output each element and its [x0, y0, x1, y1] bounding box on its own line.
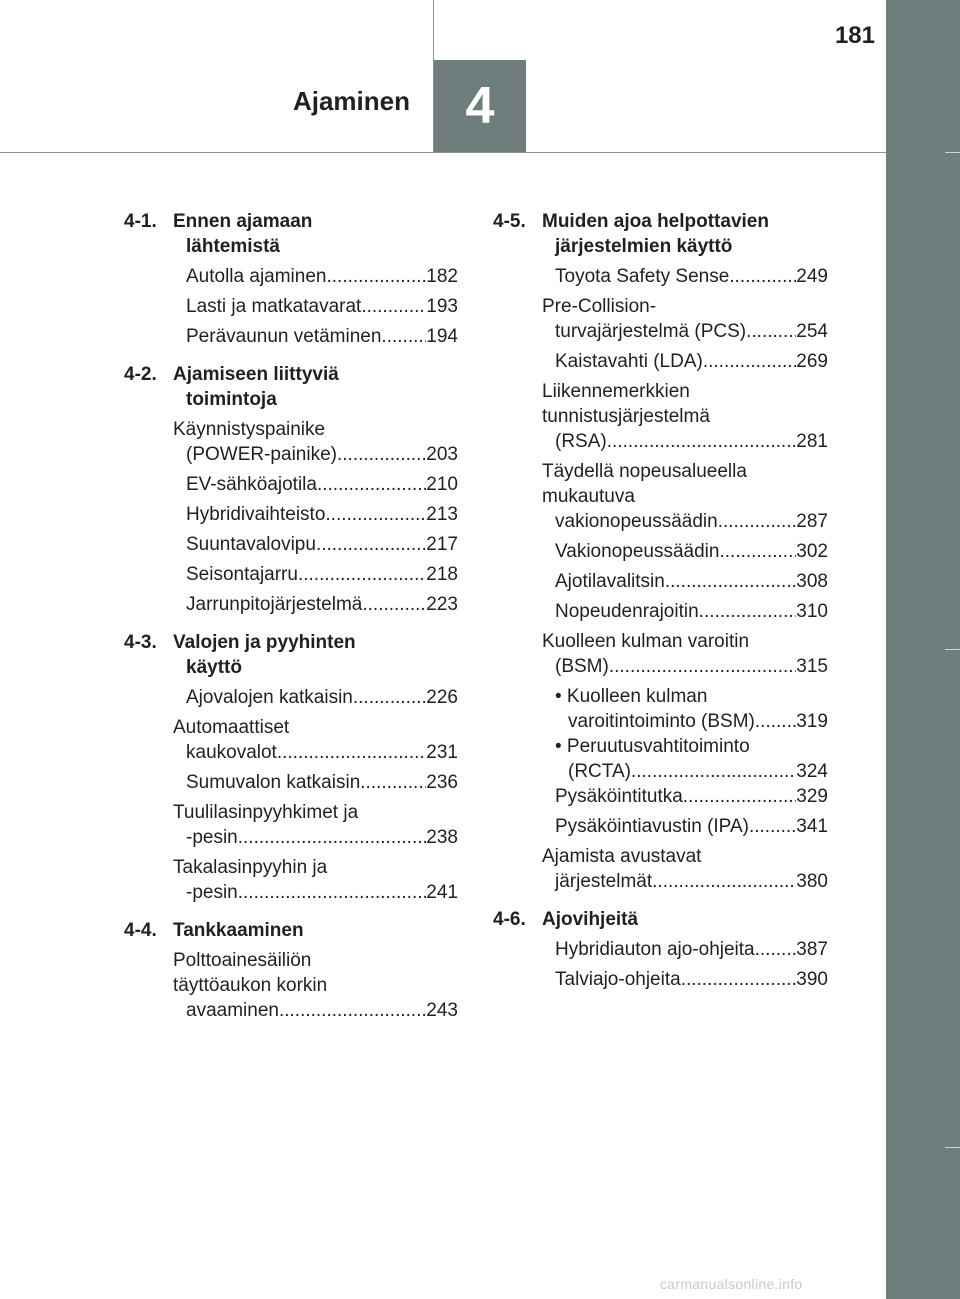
section-number: 4-2. — [124, 364, 157, 385]
section-title — [173, 209, 458, 259]
page-ref: 341 — [796, 816, 828, 837]
dot-leader — [749, 814, 796, 839]
entry-text: (POWER-painike) — [186, 444, 337, 465]
toc-entry[interactable] — [124, 685, 458, 715]
toc-entry[interactable] — [493, 539, 828, 569]
entry-text: (RSA) — [555, 431, 607, 452]
section-number: 4-3. — [124, 632, 157, 653]
dot-leader — [326, 264, 426, 289]
entry-text: Perävaunun vetäminen — [186, 326, 382, 347]
page-ref: 319 — [796, 711, 828, 732]
toc-section — [124, 918, 458, 948]
section-title-line: Ennen ajamaan — [173, 211, 313, 232]
entry-text-line: tunnistusjärjestelmä — [542, 406, 710, 427]
section-title-line: lähtemistä — [186, 236, 280, 257]
entry-text: Ajotilavalitsin — [555, 571, 665, 592]
entry-text: Seisontajarru — [186, 564, 298, 585]
page-ref: 231 — [426, 742, 458, 763]
entry-last-line — [555, 759, 828, 784]
toc-entry[interactable] — [493, 734, 828, 784]
dot-leader — [362, 592, 426, 617]
entry-last-line — [173, 880, 458, 905]
page-ref: 329 — [796, 786, 828, 807]
entry-text-line: mukautuva — [542, 486, 635, 507]
entry-last-line — [542, 349, 828, 374]
section-title-line: järjestelmien käyttö — [555, 236, 733, 257]
entry-text: -pesin — [186, 827, 238, 848]
page-ref: 254 — [796, 321, 828, 342]
page-ref: 210 — [426, 474, 458, 495]
entry-text: Vakionopeussäädin — [555, 541, 720, 562]
section-title-line: Valojen ja pyyhinten — [173, 632, 356, 653]
entry-text: Suuntavalovipu — [186, 534, 316, 555]
entry-last-line — [542, 539, 828, 564]
toc-entry[interactable] — [493, 349, 828, 379]
dot-leader — [317, 472, 426, 497]
page-ref: 249 — [796, 266, 828, 287]
toc-entry[interactable] — [493, 937, 828, 967]
entry-text: Talviajo-ohjeita — [555, 969, 681, 990]
section-title-line: Ajamiseen liittyviä — [173, 364, 339, 385]
entry-last-line — [542, 814, 828, 839]
toc-entry[interactable] — [493, 459, 828, 539]
page-ref: 203 — [426, 444, 458, 465]
toc-entry[interactable] — [124, 592, 458, 622]
dot-leader — [238, 825, 427, 850]
toc-entry[interactable] — [124, 294, 458, 324]
page-ref: 281 — [796, 431, 828, 452]
sidebar-tick — [945, 1147, 960, 1148]
dot-leader — [381, 324, 426, 349]
entry-text-line: Käynnistyspainike — [173, 419, 326, 440]
entry-text: varoitintoiminto (BSM) — [568, 711, 755, 732]
page-ref: 390 — [796, 969, 828, 990]
dot-leader — [703, 349, 796, 374]
entry-text: kaukovalot — [186, 742, 277, 763]
entry-last-line — [173, 324, 458, 349]
entry-text: turvajärjestelmä (PCS) — [555, 321, 747, 342]
entry-last-line — [542, 784, 828, 809]
dot-leader — [298, 562, 426, 587]
page-ref: 310 — [796, 601, 828, 622]
page-ref: 182 — [426, 266, 458, 287]
entry-text: Lasti ja matkatavarat — [186, 296, 362, 317]
dot-leader — [729, 264, 796, 289]
entry-last-line — [173, 825, 458, 850]
page-ref: 223 — [426, 594, 458, 615]
toc-section — [124, 362, 458, 417]
dot-leader — [631, 759, 796, 784]
dot-leader — [337, 442, 426, 467]
dot-leader — [681, 967, 797, 992]
entry-last-line — [542, 264, 828, 289]
entry-last-line — [542, 509, 828, 534]
toc-entry[interactable] — [124, 532, 458, 562]
header-divider-horizontal — [0, 152, 886, 153]
dot-leader — [361, 294, 426, 319]
toc-entry[interactable] — [493, 814, 828, 844]
page-number: 181 — [834, 22, 875, 49]
entry-last-line — [173, 562, 458, 587]
entry-text-line: täyttöaukon korkin — [173, 975, 328, 996]
toc-entry[interactable] — [124, 417, 458, 472]
entry-text: Kaistavahti (LDA) — [555, 351, 703, 372]
page-ref: 218 — [426, 564, 458, 585]
entry-text-line: Täydellä nopeusalueella — [542, 461, 747, 482]
entry-last-line — [542, 429, 828, 454]
page-ref: 287 — [796, 511, 828, 532]
page-ref: 302 — [796, 541, 828, 562]
dot-leader — [360, 770, 426, 795]
chapter-number: 4 — [465, 77, 495, 135]
entry-last-line — [542, 654, 828, 679]
toc-entry[interactable] — [124, 855, 458, 910]
sidebar-tick — [945, 649, 960, 650]
entry-text-line: • Peruutusvahtitoiminto — [555, 736, 750, 757]
toc-entry[interactable] — [493, 784, 828, 814]
entry-text: Hybridivaihteisto — [186, 504, 326, 525]
chapter-title: Ajaminen — [292, 86, 410, 116]
toc-entry[interactable] — [124, 715, 458, 770]
dot-leader — [665, 569, 796, 594]
toc-entry[interactable] — [124, 472, 458, 502]
entry-last-line — [173, 442, 458, 467]
dot-leader — [699, 599, 797, 624]
entry-last-line — [542, 967, 828, 992]
section-title — [173, 630, 458, 680]
section-number: 4-6. — [493, 909, 526, 930]
toc-left-column — [124, 209, 458, 1028]
entry-text-line: Kuolleen kulman varoitin — [542, 631, 750, 652]
entry-last-line — [542, 569, 828, 594]
entry-text: EV-sähköajotila — [186, 474, 317, 495]
toc-entry[interactable] — [124, 800, 458, 855]
page-ref: 238 — [426, 827, 458, 848]
entry-last-line — [173, 502, 458, 527]
entry-last-line — [555, 709, 828, 734]
toc-entry[interactable] — [493, 294, 828, 349]
entry-last-line — [173, 532, 458, 557]
section-title — [542, 209, 828, 259]
section-title — [542, 907, 828, 932]
page-ref: 236 — [426, 772, 458, 793]
toc-entry[interactable] — [493, 599, 828, 629]
entry-text: Sumuvalon katkaisin — [186, 772, 361, 793]
toc-section — [493, 209, 828, 264]
section-title-line: toimintoja — [186, 389, 277, 410]
page-ref: 241 — [426, 882, 458, 903]
page-ref: 308 — [796, 571, 828, 592]
entry-last-line — [542, 869, 828, 894]
section-number: 4-5. — [493, 211, 526, 232]
page-ref: 315 — [796, 656, 828, 677]
entry-text-line: Ajamista avustavat — [542, 846, 702, 867]
entry-text: Nopeudenrajoitin — [555, 601, 699, 622]
page-ref: 193 — [426, 296, 458, 317]
entry-text-line: Takalasinpyyhin ja — [173, 857, 328, 878]
toc-entry[interactable] — [493, 967, 828, 997]
dot-leader — [746, 319, 796, 344]
entry-text: Jarrunpitojärjestelmä — [186, 594, 363, 615]
dot-leader — [755, 937, 797, 962]
dot-leader — [607, 429, 797, 454]
entry-last-line — [173, 264, 458, 289]
dot-leader — [719, 539, 796, 564]
toc-entry[interactable] — [493, 629, 828, 684]
page-ref: 269 — [796, 351, 828, 372]
entry-text: Ajovalojen katkaisin — [186, 687, 353, 708]
entry-last-line — [173, 472, 458, 497]
toc-section — [124, 630, 458, 685]
section-title-line: Muiden ajoa helpottavien — [542, 211, 769, 232]
entry-text: avaaminen — [186, 1000, 279, 1021]
toc-entry[interactable] — [124, 264, 458, 294]
entry-text-line: • Kuolleen kulman — [555, 686, 708, 707]
section-number: 4-1. — [124, 211, 157, 232]
entry-last-line — [173, 770, 458, 795]
entry-text-line: Liikennemerkkien — [542, 381, 690, 402]
entry-text: Pysäköintiavustin (IPA) — [555, 816, 749, 837]
toc-entry[interactable] — [124, 948, 458, 1028]
entry-last-line — [173, 998, 458, 1023]
toc-section — [124, 209, 458, 264]
entry-last-line — [173, 685, 458, 710]
page-ref: 387 — [796, 939, 828, 960]
chapter-number-tab — [434, 60, 526, 152]
section-title — [173, 362, 458, 412]
entry-last-line — [542, 599, 828, 624]
entry-text-line: Tuulilasinpyyhkimet ja — [173, 802, 359, 823]
toc-entry[interactable] — [493, 684, 828, 734]
toc-entry[interactable] — [124, 562, 458, 592]
entry-text: Toyota Safety Sense — [555, 266, 730, 287]
entry-text-line: Automaattiset — [173, 717, 290, 738]
page-ref: 243 — [426, 1000, 458, 1021]
entry-last-line — [173, 294, 458, 319]
entry-text: järjestelmät — [555, 871, 653, 892]
page-ref: 194 — [426, 326, 458, 347]
toc-right-column — [493, 209, 828, 997]
dot-leader — [238, 880, 427, 905]
section-title — [173, 918, 458, 943]
page-ref: 226 — [426, 687, 458, 708]
entry-text: vakionopeussäädin — [555, 511, 718, 532]
dot-leader — [755, 709, 796, 734]
dot-leader — [718, 509, 797, 534]
entry-text: -pesin — [186, 882, 238, 903]
entry-text: (RCTA) — [568, 761, 631, 782]
dot-leader — [277, 740, 426, 765]
section-title-line: käyttö — [186, 657, 242, 678]
dot-leader — [609, 654, 796, 679]
dot-leader — [652, 869, 796, 894]
page-ref: 217 — [426, 534, 458, 555]
toc-section — [493, 907, 828, 937]
entry-last-line — [542, 319, 828, 344]
entry-text-line: Pre-Collision- — [542, 296, 657, 317]
dot-leader — [353, 685, 426, 710]
dot-leader — [683, 784, 797, 809]
section-title-line: Tankkaaminen — [173, 920, 304, 941]
toc-entry[interactable] — [493, 264, 828, 294]
page-ref: 324 — [796, 761, 828, 782]
toc-entry[interactable] — [124, 324, 458, 354]
toc-entry[interactable] — [124, 770, 458, 800]
entry-text: Hybridiauton ajo-ohjeita — [555, 939, 755, 960]
sidebar-tick — [945, 152, 960, 153]
watermark: carmanualsonline.info — [660, 1276, 803, 1292]
dot-leader — [279, 998, 426, 1023]
entry-last-line — [173, 592, 458, 617]
page-ref: 380 — [796, 871, 828, 892]
dot-leader — [325, 502, 426, 527]
entry-text-line: Polttoainesäiliön — [173, 950, 312, 971]
section-number: 4-4. — [124, 920, 157, 941]
entry-last-line — [542, 937, 828, 962]
dot-leader — [316, 532, 426, 557]
entry-text: (BSM) — [555, 656, 609, 677]
section-title-line: Ajovihjeitä — [542, 909, 639, 930]
entry-last-line — [173, 740, 458, 765]
toc-entry[interactable] — [493, 379, 828, 459]
page-ref: 213 — [426, 504, 458, 525]
entry-text: Pysäköintitutka — [555, 786, 683, 807]
toc-entry[interactable] — [493, 569, 828, 599]
entry-text: Autolla ajaminen — [186, 266, 327, 287]
toc-entry[interactable] — [493, 844, 828, 899]
toc-entry[interactable] — [124, 502, 458, 532]
